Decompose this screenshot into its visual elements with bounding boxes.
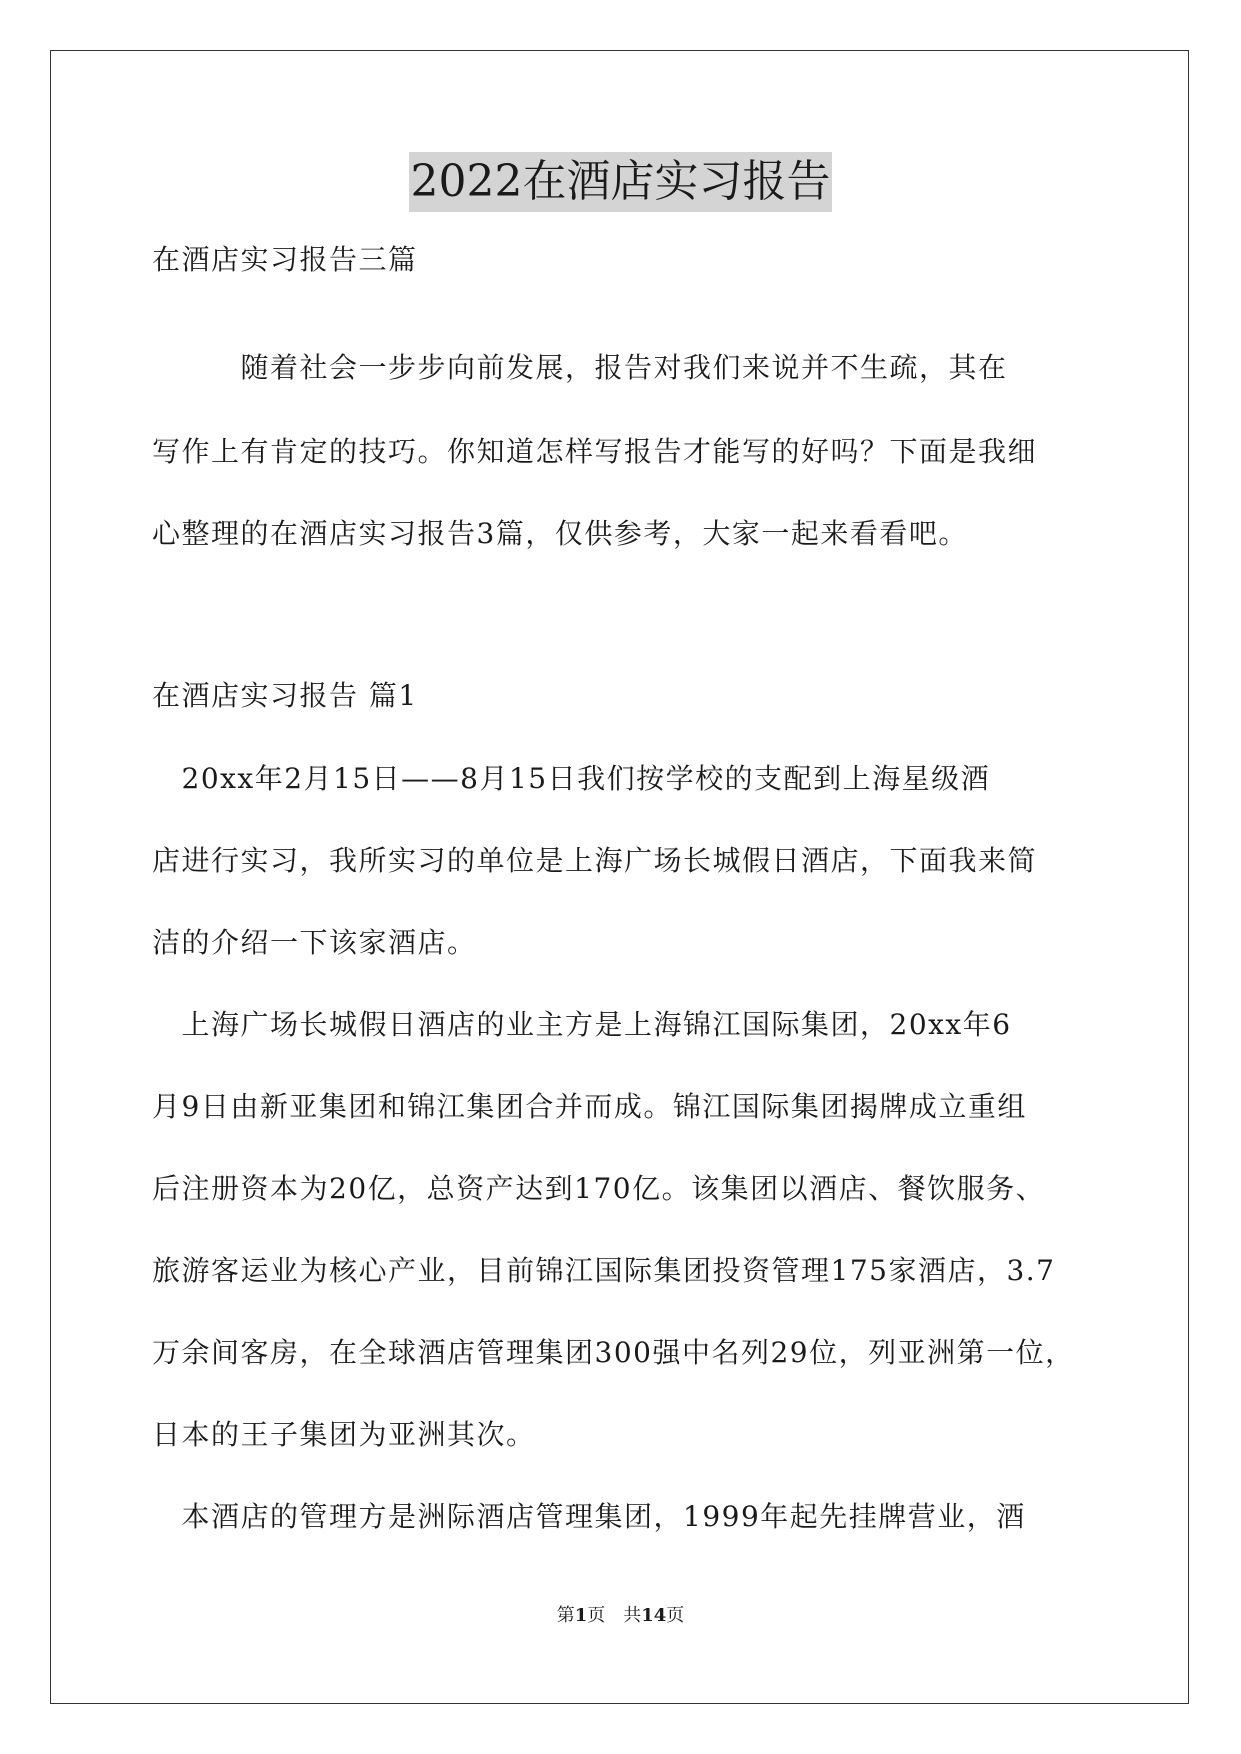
paragraph-line: 月9日由新亚集团和锦江集团合并而成。锦江国际集团揭牌成立重组 <box>152 1090 1027 1123</box>
footer-page-suffix: 页 <box>666 1605 685 1626</box>
paragraph-line: 随着社会一步步向前发展，报告对我们来说并不生疏，其在 <box>152 351 1008 384</box>
page-footer <box>0 1604 1241 1628</box>
paragraph-line: 本酒店的管理方是洲际酒店管理集团，1999年起先挂牌营业，酒 <box>152 1500 1026 1533</box>
footer-page-current: 1 <box>574 1605 588 1626</box>
paragraph-line: 洁的介绍一下该家酒店。 <box>152 926 477 959</box>
section-heading: 在酒店实习报告 篇1 <box>152 679 418 712</box>
footer-page-mid: 页 共 <box>587 1605 642 1626</box>
paragraph-line: 后注册资本为20亿，总资产达到170亿。该集团以酒店、餐饮服务、 <box>152 1172 1046 1205</box>
title-container <box>0 152 1241 212</box>
subtitle-line: 在酒店实习报告三篇 <box>152 243 418 276</box>
paragraph-line: 日本的王子集团为亚洲其次。 <box>152 1418 536 1451</box>
footer-page-total: 14 <box>641 1605 667 1626</box>
paragraph-line: 写作上有肯定的技巧。你知道怎样写报告才能写的好吗？下面是我细 <box>152 435 1038 468</box>
document-title: 2022在酒店实习报告 <box>409 152 833 212</box>
paragraph-line: 心整理的在酒店实习报告3篇，仅供参考，大家一起来看看吧。 <box>152 517 968 550</box>
paragraph-line: 上海广场长城假日酒店的业主方是上海锦江国际集团，20xx年6 <box>152 1008 1012 1041</box>
paragraph-line: 万余间客房，在全球酒店管理集团300强中名列29位，列亚洲第一位， <box>152 1336 1075 1369</box>
paragraph-line: 20xx年2月15日——8月15日我们按学校的支配到上海星级酒 <box>152 762 991 795</box>
paragraph-line: 店进行实习，我所实习的单位是上海广场长城假日酒店，下面我来简 <box>152 844 1038 877</box>
paragraph-line: 旅游客运业为核心产业，目前锦江国际集团投资管理175家酒店，3.7 <box>152 1254 1056 1287</box>
footer-page-prefix: 第 <box>556 1605 575 1626</box>
